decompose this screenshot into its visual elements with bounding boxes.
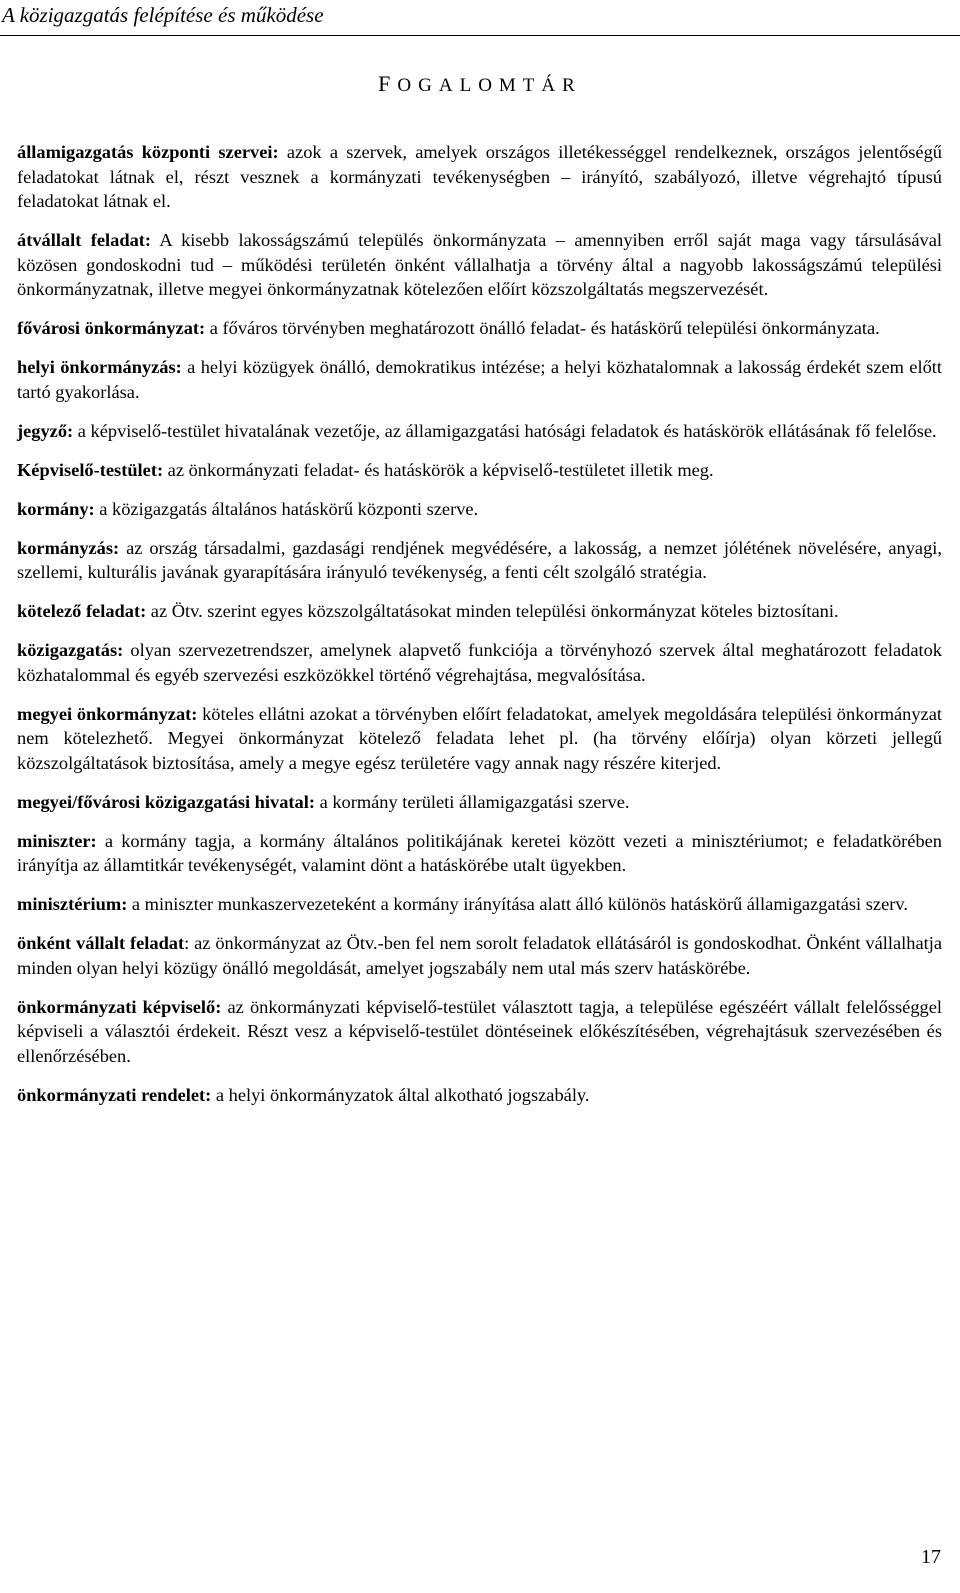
glossary-definition: köteles ellátni azokat a törvényben előírt feladatokat, amelyek megoldására települési önkormányzat nem kötelezhető. Megyei önkormányzat kötelező feladata lehet pl. (ha törvény előírja) olyan körzeti jellegű közszolgáltatások biztosítása, amely a megye egész területére vagy annak nagy részére kiterjed. bbox=[17, 703, 942, 773]
glossary-definition: az önkormányzati feladat- és hatáskörök a képviselő-testületet illetik meg. bbox=[163, 459, 714, 480]
glossary-entry bbox=[17, 829, 942, 878]
glossary-entry bbox=[17, 790, 942, 815]
glossary-term: megyei önkormányzat: bbox=[17, 703, 198, 724]
glossary-entry bbox=[17, 1083, 942, 1108]
glossary-definition: a helyi önkormányzatok által alkotható jogszabály. bbox=[211, 1084, 590, 1105]
glossary-entry bbox=[17, 638, 942, 687]
glossary-definition: a képviselő-testület hivatalának vezetője, az államigazgatási hatósági feladatok és hatáskörök ellátásának fő felelőse. bbox=[73, 420, 937, 441]
page-title-rest: OGALOMTÁR bbox=[397, 75, 582, 96]
glossary-entry bbox=[17, 140, 942, 214]
glossary-definition: a helyi közügyek önálló, demokratikus intézése; a helyi közhatalomnak a lakosság érdekét szem előtt tartó gyakorlása. bbox=[17, 357, 942, 402]
glossary-definition: az Ötv. szerint egyes közszolgáltatásokat minden települési önkormányzat köteles biztosítani. bbox=[146, 601, 839, 621]
glossary-entry bbox=[17, 599, 942, 624]
page-title-initial: F bbox=[378, 71, 398, 96]
glossary-entry bbox=[17, 355, 942, 404]
glossary-entry bbox=[17, 536, 942, 585]
page-number: 17 bbox=[921, 1546, 941, 1568]
glossary-term: fővárosi önkormányzat: bbox=[17, 318, 206, 338]
glossary-definition: a közigazgatás általános hatáskörű központi szerve. bbox=[94, 498, 479, 519]
glossary-definition: A kisebb lakosságszámú település önkormányzata – amennyiben erről saját maga vagy társulásával közösen gondoskodni tud – működési területén önként vállalhatja a törvény által a nagyobb lakosságszámú települési önkormányzatnak, illetve megyei önkormányzatnak kötelezően előírt közszolgáltatás megszervezését. bbox=[17, 230, 942, 299]
glossary-term: önkormányzati képviselő: bbox=[17, 996, 222, 1017]
glossary-definition: az ország társadalmi, gazdasági rendjének megvédésére, a lakosság, a nemzet jólétének növelésére, anyagi, szellemi, kulturális javának gyarapítására irányuló tevékenység, a fenti célt szolgáló stratégia. bbox=[17, 537, 942, 582]
glossary-term: önkormányzati rendelet: bbox=[17, 1084, 212, 1105]
glossary-term: államigazgatás központi szervei: bbox=[17, 142, 279, 162]
glossary-term: minisztérium: bbox=[17, 894, 128, 914]
glossary-entry bbox=[17, 702, 942, 776]
glossary-definition: a miniszter munkaszervezeteként a kormány irányítása alatt álló különös hatáskörű államigazgatási szerv. bbox=[127, 894, 908, 914]
glossary-definition: azok a szervek, amelyek országos illetékességgel rendelkeznek, országos jelentőségű feladatokat látnak el, részt vesznek a kormányzati tevékenységben – irányító, szabályozó, illetve végrehajtó típusú feladatokat látnak el. bbox=[17, 142, 942, 211]
glossary-term: kormány: bbox=[17, 498, 95, 519]
glossary-definition: olyan szervezetrendszer, amelynek alapvető funkciója a törvényhozó szervek által meghatározott feladatok közhatalommal és egyéb szervezési eszközökkel történő végrehajtása, megvalósítása. bbox=[17, 640, 942, 685]
page-title bbox=[0, 72, 960, 98]
glossary-definition: : az önkormányzat az Ötv.-ben fel nem sorolt feladatok ellátásáról is gondoskodhat. Önként vállalhatja minden olyan helyi közügy önálló megoldását, amelyet jogszabály nem utal más szerv hatáskörébe. bbox=[17, 933, 942, 978]
glossary-definition: a kormány tagja, a kormány általános politikájának keretei között vezeti a minisztériumot; e feladatkörében irányítja az államtitkár tevékenységét, valamint dönt a hatáskörébe utalt ügyekben. bbox=[17, 830, 942, 875]
glossary-entry bbox=[17, 931, 942, 980]
glossary-term: miniszter: bbox=[17, 830, 97, 851]
glossary-definition: a kormány területi államigazgatási szerve. bbox=[314, 791, 630, 812]
glossary-entry bbox=[17, 228, 942, 302]
glossary-entry bbox=[17, 458, 942, 483]
glossary-entry bbox=[17, 419, 942, 444]
running-header bbox=[0, 0, 960, 36]
running-header-title: A közigazgatás felépítése és működése bbox=[2, 3, 324, 27]
glossary-entry bbox=[17, 995, 942, 1069]
glossary-term: megyei/fővárosi közigazgatási hivatal: bbox=[17, 791, 315, 812]
glossary-term: jegyző: bbox=[17, 420, 74, 441]
glossary-definition: az önkormányzati képviselő-testület választott tagja, a települése egészéért vállalt felelősséggel képviseli a választói érdekeit. Részt vesz a képviselő-testület döntéseinek előkészítésében, végrehajtásuk szervezésében és ellenőrzésében. bbox=[17, 996, 942, 1066]
glossary-entry bbox=[17, 497, 942, 522]
glossary-term: átvállalt feladat: bbox=[17, 230, 152, 250]
glossary-term: helyi önkormányzás: bbox=[17, 357, 182, 377]
glossary-entry bbox=[17, 892, 942, 917]
glossary-term: közigazgatás: bbox=[17, 640, 124, 660]
glossary-entry bbox=[17, 316, 942, 341]
glossary-definition: a főváros törvényben meghatározott önálló feladat- és hatáskörű települési önkormányzata. bbox=[205, 318, 880, 338]
glossary bbox=[17, 140, 942, 1122]
glossary-term: Képviselő-testület: bbox=[17, 459, 164, 480]
glossary-term: kormányzás: bbox=[17, 537, 120, 558]
glossary-term: kötelező feladat: bbox=[17, 601, 147, 621]
glossary-term: önként vállalt feladat bbox=[17, 933, 185, 953]
